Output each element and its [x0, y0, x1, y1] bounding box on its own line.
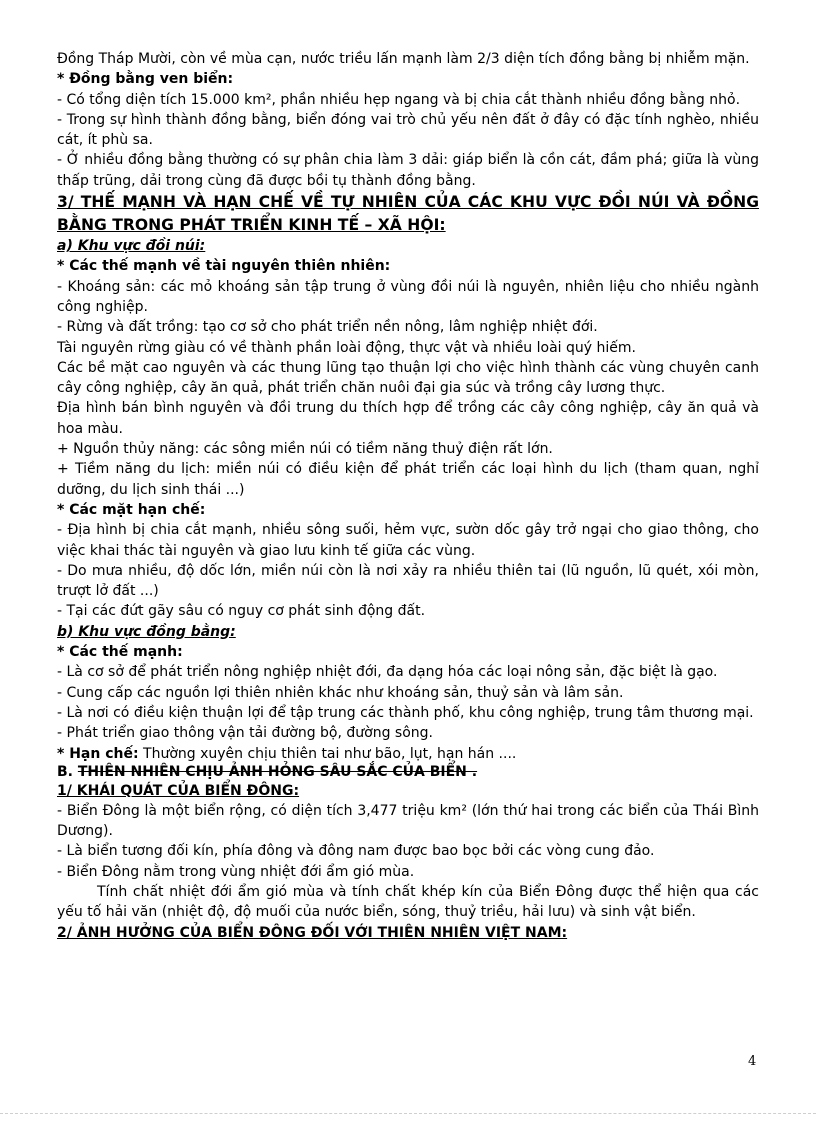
paragraph: - Khoáng sản: các mỏ khoáng sản tập trung ở vùng đồi núi là nguyên, nhiên liệu cho nhiều ngành công nghiệp. [57, 278, 759, 315]
subheading-strengths: * Các thế mạnh về tài nguyên thiên nhiên: [57, 258, 391, 275]
paragraph: - Là biển tương đối kín, phía đông và đông nam được bao bọc bởi các vòng cung đảo. [57, 843, 655, 860]
subheading-plain-strengths: * Các thế mạnh: [57, 644, 183, 661]
paragraph: - Biển Đông nằm trong vùng nhiệt đới ẩm gió mùa. [57, 863, 415, 880]
paragraph: Địa hình bán bình nguyên và đồi trung du thích hợp để trồng các cây công nghiệp, cây ăn quả và hoa màu. [57, 400, 759, 437]
paragraph: - Có tổng diện tích 15.000 km², phần nhiều hẹp ngang và bị chia cắt thành nhiều đồng bằng nhỏ. [57, 91, 741, 108]
section-heading-3: 3/ THẾ MẠNH VÀ HẠN CHẾ VỀ TỰ NHIÊN CỦA CÁC KHU VỰC ĐỒI NÚI VÀ ĐỒNG BẰNG TRONG PHÁT TRIỂN KINH TẾ – XÃ HỘI: [57, 193, 759, 234]
page-number: 4 [748, 1054, 757, 1069]
paragraph: Các bề mặt cao nguyên và các thung lũng tạo thuận lợi cho việc hình thành các vùng chuyên canh cây công nghiệp, cây ăn quả, phát triển chăn nuôi đại gia súc và trồng cây lương thực. [57, 359, 759, 397]
paragraph: - Tại các đứt gãy sâu có nguy cơ phát sinh động đất. [57, 603, 426, 620]
paragraph: - Biển Đông là một biển rộng, có diện tích 3,477 triệu km² (lớn thứ hai trong các biển của Thái Bình Dương). [57, 802, 759, 840]
subheading-mountain-area: a) Khu vực đồi núi: [57, 238, 206, 255]
paragraph: + Nguồn thủy năng: các sông miền núi có tiềm năng thuỷ điện rất lớn. [57, 441, 553, 458]
paragraph: + Tiềm năng du lịch: miền núi có điều kiện để phát triển các loại hình du lịch (tham quan, nghỉ dưỡng, du lịch sinh thái ...) [57, 461, 759, 498]
paragraph-limitations: * Hạn chế: Thường xuyên chịu thiên tai như bão, lụt, hạn hán .... [57, 745, 517, 762]
paragraph: - Trong sự hình thành đồng bằng, biển đóng vai trò chủ yếu nên đất ở đây có đặc tính nghèo, nhiều cát, ít phù sa. [57, 111, 759, 149]
section-heading-2: 2/ ẢNH HƯỞNG CỦA BIỂN ĐÔNG ĐỐI VỚI THIÊN NHIÊN VIỆT NAM: [57, 924, 568, 941]
paragraph: - Rừng và đất trồng: tạo cơ sở cho phát triển nền nông, lâm nghiệp nhiệt đới. [57, 319, 598, 336]
paragraph: Tài nguyên rừng giàu có về thành phần loài động, thực vật và nhiều loài quý hiếm. [57, 339, 636, 356]
section-heading-1: 1/ KHÁI QUÁT CỦA BIỂN ĐÔNG: [57, 782, 300, 799]
paragraph: - Ở nhiều đồng bằng thường có sự phân chia làm 3 dải: giáp biển là cồn cát, đầm phá; giữa là vùng thấp trũng, dải trong cùng đã được bồi tụ thành đồng bằng. [57, 152, 759, 189]
subheading-plain-area: b) Khu vực đồng bằng: [57, 623, 236, 640]
paragraph: Đồng Tháp Mười, còn về mùa cạn, nước triều lấn mạnh làm 2/3 diện tích đồng bằng bị nhiễm mặn. [57, 51, 750, 67]
subheading-coastal-plain: * Đồng bằng ven biển: [57, 71, 234, 88]
page-content [57, 49, 759, 943]
paragraph: - Cung cấp các nguồn lợi thiên nhiên khác như khoáng sản, thuỷ sản và lâm sản. [57, 684, 624, 701]
paragraph: - Địa hình bị chia cắt mạnh, nhiều sông suối, hẻm vực, sườn dốc gây trở ngại cho giao thông, cho việc khai thác tài nguyên và giao lưu kinh tế giữa các vùng. [57, 522, 759, 559]
paragraph: - Là cơ sở để phát triển nông nghiệp nhiệt đới, đa dạng hóa các loại nông sản, đặc biệt là gạo. [57, 664, 718, 681]
page-bottom-divider [0, 1113, 816, 1114]
paragraph: Tính chất nhiệt đới ẩm gió mùa và tính chất khép kín của Biển Đông được thể hiện qua các yếu tố hải văn (nhiệt độ, độ muối của nước biển, sóng, thuỷ triều, hải lưu) và sinh vật biển. [57, 883, 759, 921]
paragraph: - Phát triển giao thông vận tải đường bộ, đường sông. [57, 725, 434, 742]
section-heading-b: B. THIÊN NHIÊN CHỊU ẢNH HỎNG SÂU SẮC CỦA BIỂN . [57, 763, 478, 780]
paragraph: - Là nơi có điều kiện thuận lợi để tập trung các thành phố, khu công nghiệp, trung tâm thương mại. [57, 704, 754, 721]
subheading-limitations: * Các mặt hạn chế: [57, 501, 206, 518]
paragraph: - Do mưa nhiều, độ dốc lớn, miền núi còn là nơi xảy ra nhiều thiên tai (lũ nguồn, lũ quét, xói mòn, trượt lở đất ...) [57, 562, 759, 600]
